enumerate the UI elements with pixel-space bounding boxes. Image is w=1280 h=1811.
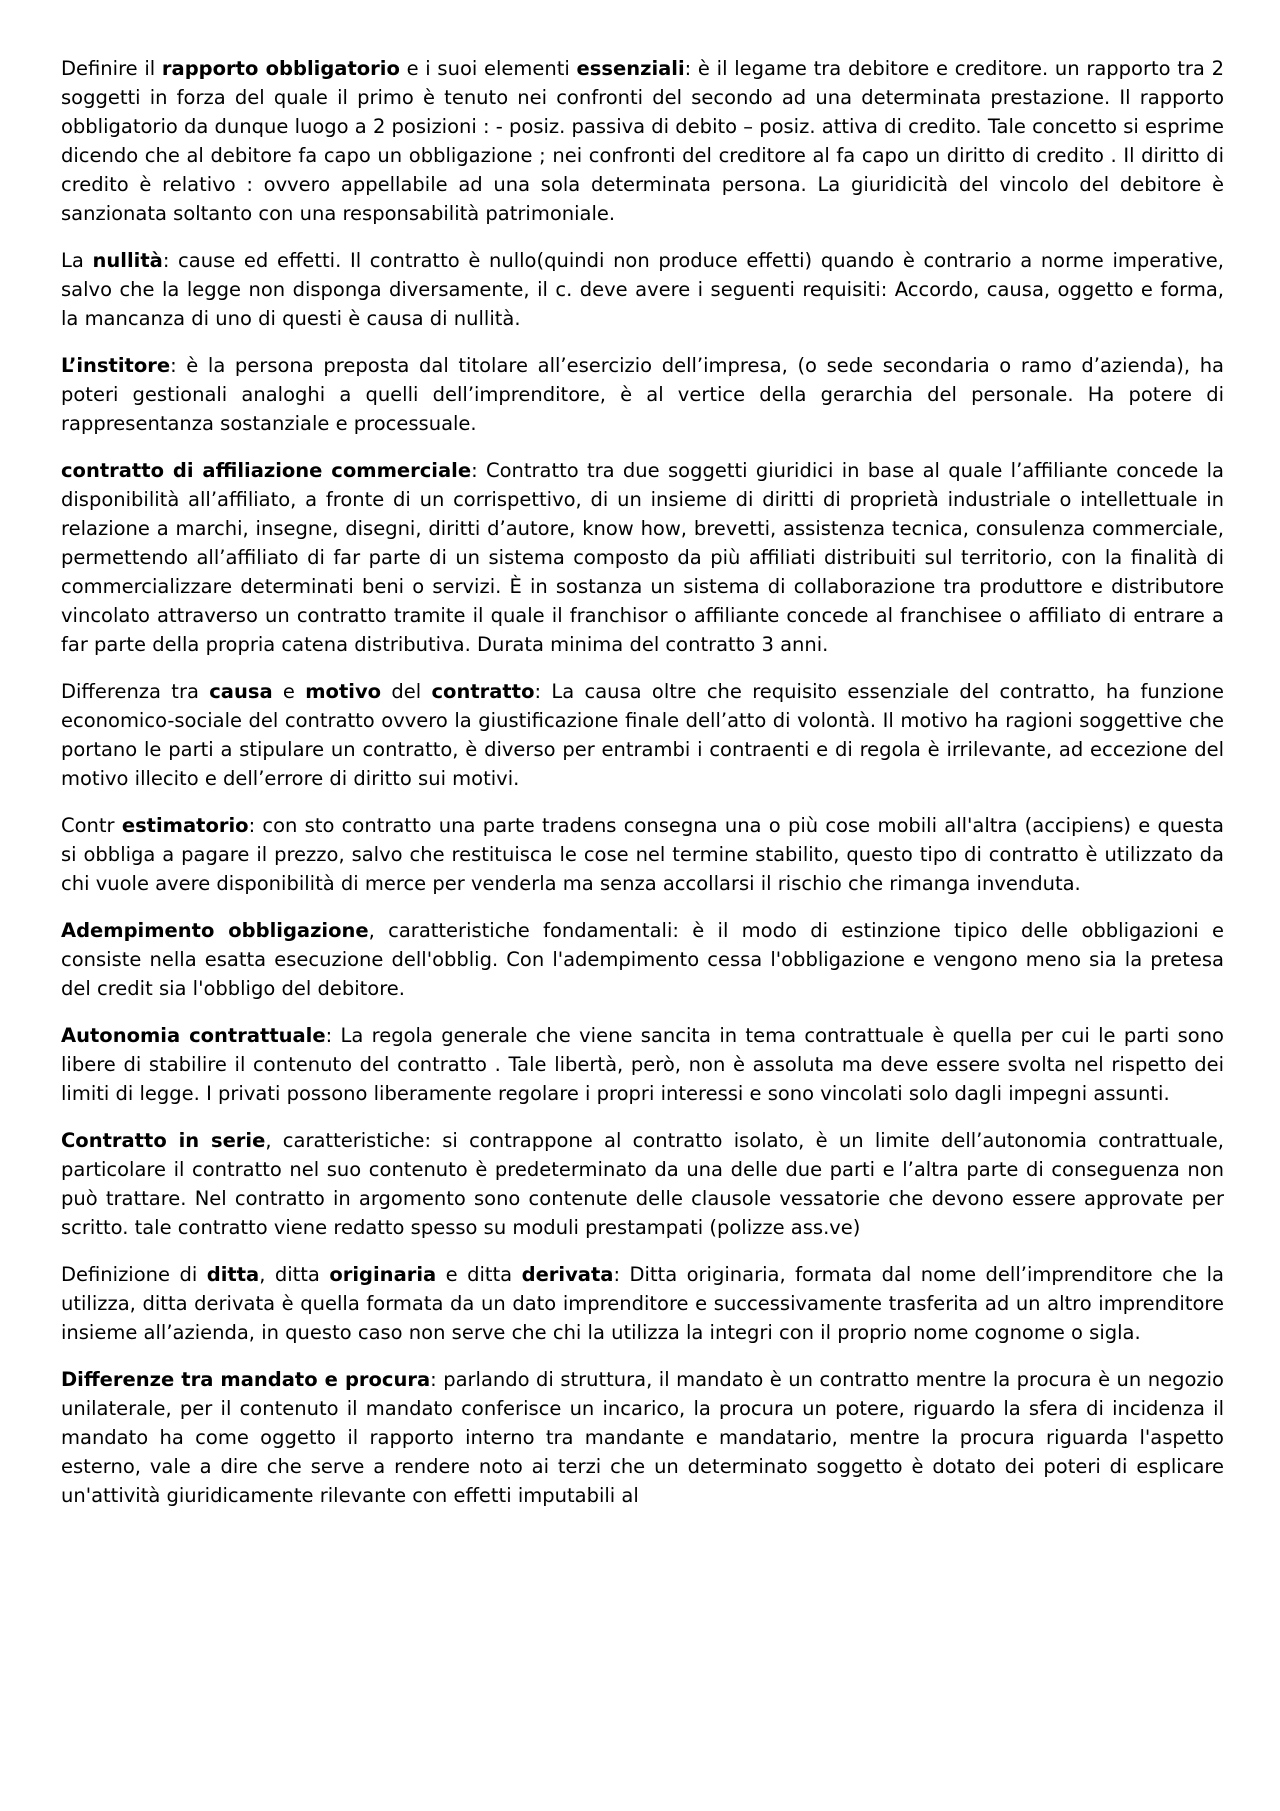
text-run: Definire il xyxy=(61,57,162,80)
bold-term: essenziali xyxy=(576,57,685,80)
text-run: : Ditta originaria, formata dal nome dell’imprenditore che la utilizza, ditta derivata è quella formata da un dato imprenditore e successivamente trasferita ad un altro imprenditore insieme all’azienda, in questo caso non serve che chi la utilizza la integri con il proprio nome cognome o sigla. xyxy=(61,1263,1224,1344)
bold-term: Autonomia contrattuale xyxy=(61,1024,326,1047)
bold-term: ditta xyxy=(206,1263,260,1286)
bold-term: Contratto in serie xyxy=(61,1129,266,1152)
paragraph-nullita xyxy=(61,246,1224,333)
paragraph-adempimento xyxy=(61,916,1224,1003)
bold-term: L’institore xyxy=(61,354,171,377)
bold-term: motivo xyxy=(305,680,382,703)
document-page xyxy=(61,54,1224,1510)
bold-term: rapporto obbligatorio xyxy=(161,57,400,80)
bold-term: Adempimento obbligazione xyxy=(61,919,369,942)
text-run: e xyxy=(272,680,306,703)
bold-term: Differenze tra mandato e procura xyxy=(61,1368,431,1391)
text-run: , ditta xyxy=(259,1263,330,1286)
paragraph-mandato-procura xyxy=(61,1365,1224,1510)
text-run: : La causa oltre che requisito essenziale del contratto, ha funzione economico-sociale del contratto ovvero la giustificazione finale dell’atto di volontà. Il motivo ha ragioni soggettive che portano le parti a stipulare un contratto, è diverso per entrambi i contraenti e di regola è irrilevante, ad eccezione del motivo illecito e dell’errore di diritto sui motivi. xyxy=(61,680,1224,790)
bold-term: contratto di affiliazione commerciale xyxy=(61,459,472,482)
paragraph-affiliazione-commerciale xyxy=(61,456,1224,659)
text-run: e ditta xyxy=(436,1263,522,1286)
text-run: : La regola generale che viene sancita in tema contrattuale è quella per cui le parti sono libere di stabilire il contenuto del contratto . Tale libertà, però, non è assoluta ma deve essere svolta nel rispetto dei limiti di legge. I privati possono liberamente regolare i propri interessi e sono vincolati solo dagli impegni assunti. xyxy=(61,1024,1224,1105)
text-run: e i suoi elementi xyxy=(399,57,577,80)
text-run: : è la persona preposta dal titolare all’esercizio dell’impresa, (o sede secondaria o ramo d’azienda), ha poteri gestionali analoghi a quelli dell’imprenditore, è al vertice della gerarchia del personale. Ha potere di rappresentanza sostanziale e processuale. xyxy=(61,354,1224,435)
text-run: : cause ed effetti. Il contratto è nullo(quindi non produce effetti) quando è contrario a norme imperative, salvo che la legge non disponga diversamente, il c. deve avere i seguenti requisiti: Accordo, causa, oggetto e forma, la mancanza di uno di questi è causa di nullità. xyxy=(61,249,1224,330)
text-run: Definizione di xyxy=(61,1263,207,1286)
text-run: : con sto contratto una parte tradens consegna una o più cose mobili all'altra (accipiens) e questa si obbliga a pagare il prezzo, salvo che restituisca le cose nel termine stabilito, questo tipo di contratto è utilizzato da chi vuole avere disponibilità di merce per venderla ma senza accollarsi il rischio che rimanga invenduta. xyxy=(61,814,1224,895)
bold-term: derivata xyxy=(521,1263,614,1286)
bold-term: contratto xyxy=(431,680,535,703)
text-run: , caratteristiche fondamentali: è il modo di estinzione tipico delle obbligazioni e consiste nella esatta esecuzione dell'obblig. Con l'adempimento cessa l'obbligazione e vengono meno sia la pretesa del credit sia l'obbligo del debitore. xyxy=(61,919,1224,1000)
text-run: del xyxy=(381,680,432,703)
paragraph-ditta xyxy=(61,1260,1224,1347)
text-run: , caratteristiche: si contrappone al contratto isolato, è un limite dell’autonomia contrattuale, particolare il contratto nel suo contenuto è predeterminato da una delle due parti e l’altra parte di conseguenza non può trattare. Nel contratto in argomento sono contenute delle clausole vessatorie che devono essere approvate per scritto. tale contratto viene redatto spesso su moduli prestampati (polizze ass.ve) xyxy=(61,1129,1225,1239)
bold-term: estimatorio xyxy=(121,814,249,837)
paragraph-contratto-estimatorio xyxy=(61,811,1224,898)
text-run: Differenza tra xyxy=(61,680,210,703)
text-run: : parlando di struttura, il mandato è un contratto mentre la procura è un negozio unilaterale, per il contenuto il mandato conferisce un incarico, la procura un potere, riguardo la sfera di incidenza il mandato ha come oggetto il rapporto interno tra mandante e mandatario, mentre la procura riguarda l'aspetto esterno, vale a dire che serve a rendere noto ai terzi che un determinato soggetto è dotato dei poteri di esplicare un'attività giuridicamente rilevante con effetti imputabili al xyxy=(61,1368,1224,1507)
paragraph-contratto-in-serie xyxy=(61,1126,1224,1242)
bold-term: nullità xyxy=(92,249,163,272)
bold-term: causa xyxy=(209,680,273,703)
text-run: Contr xyxy=(61,814,122,837)
paragraph-institore xyxy=(61,351,1224,438)
paragraph-causa-motivo xyxy=(61,677,1224,793)
paragraph-rapporto-obbligatorio xyxy=(61,54,1224,228)
bold-term: originaria xyxy=(329,1263,437,1286)
text-run: : Contratto tra due soggetti giuridici in base al quale l’affiliante concede la disponibilità all’affiliato, a fronte di un corrispettivo, di un insieme di diritti di proprietà industriale o intellettuale in relazione a marchi, insegne, disegni, diritti d’autore, know how, brevetti, assistenza tecnica, consulenza commerciale, permettendo all’affiliato di far parte di un sistema composto da più affiliati distribuiti sul territorio, con la finalità di commercializzare determinati beni o servizi. È in sostanza un sistema di collaborazione tra produttore e distributore vincolato attraverso un contratto tramite il quale il franchisor o affiliante concede al franchisee o affiliato di entrare a far parte della propria catena distributiva. Durata minima del contratto 3 anni. xyxy=(61,459,1224,656)
text-run: La xyxy=(61,249,93,272)
paragraph-autonomia-contrattuale xyxy=(61,1021,1224,1108)
text-run: : è il legame tra debitore e creditore. un rapporto tra 2 soggetti in forza del quale il primo è tenuto nei confronti del secondo ad una determinata prestazione. Il rapporto obbligatorio da dunque luogo a 2 posizioni : - posiz. passiva di debito – posiz. attiva di credito. Tale concetto si esprime dicendo che al debitore fa capo un obbligazione ; nei confronti del creditore al fa capo un diritto di credito . Il diritto di credito è relativo : ovvero appellabile ad una sola determinata persona. La giuridicità del vincolo del debitore è sanzionata soltanto con una responsabilità patrimoniale. xyxy=(61,57,1224,225)
